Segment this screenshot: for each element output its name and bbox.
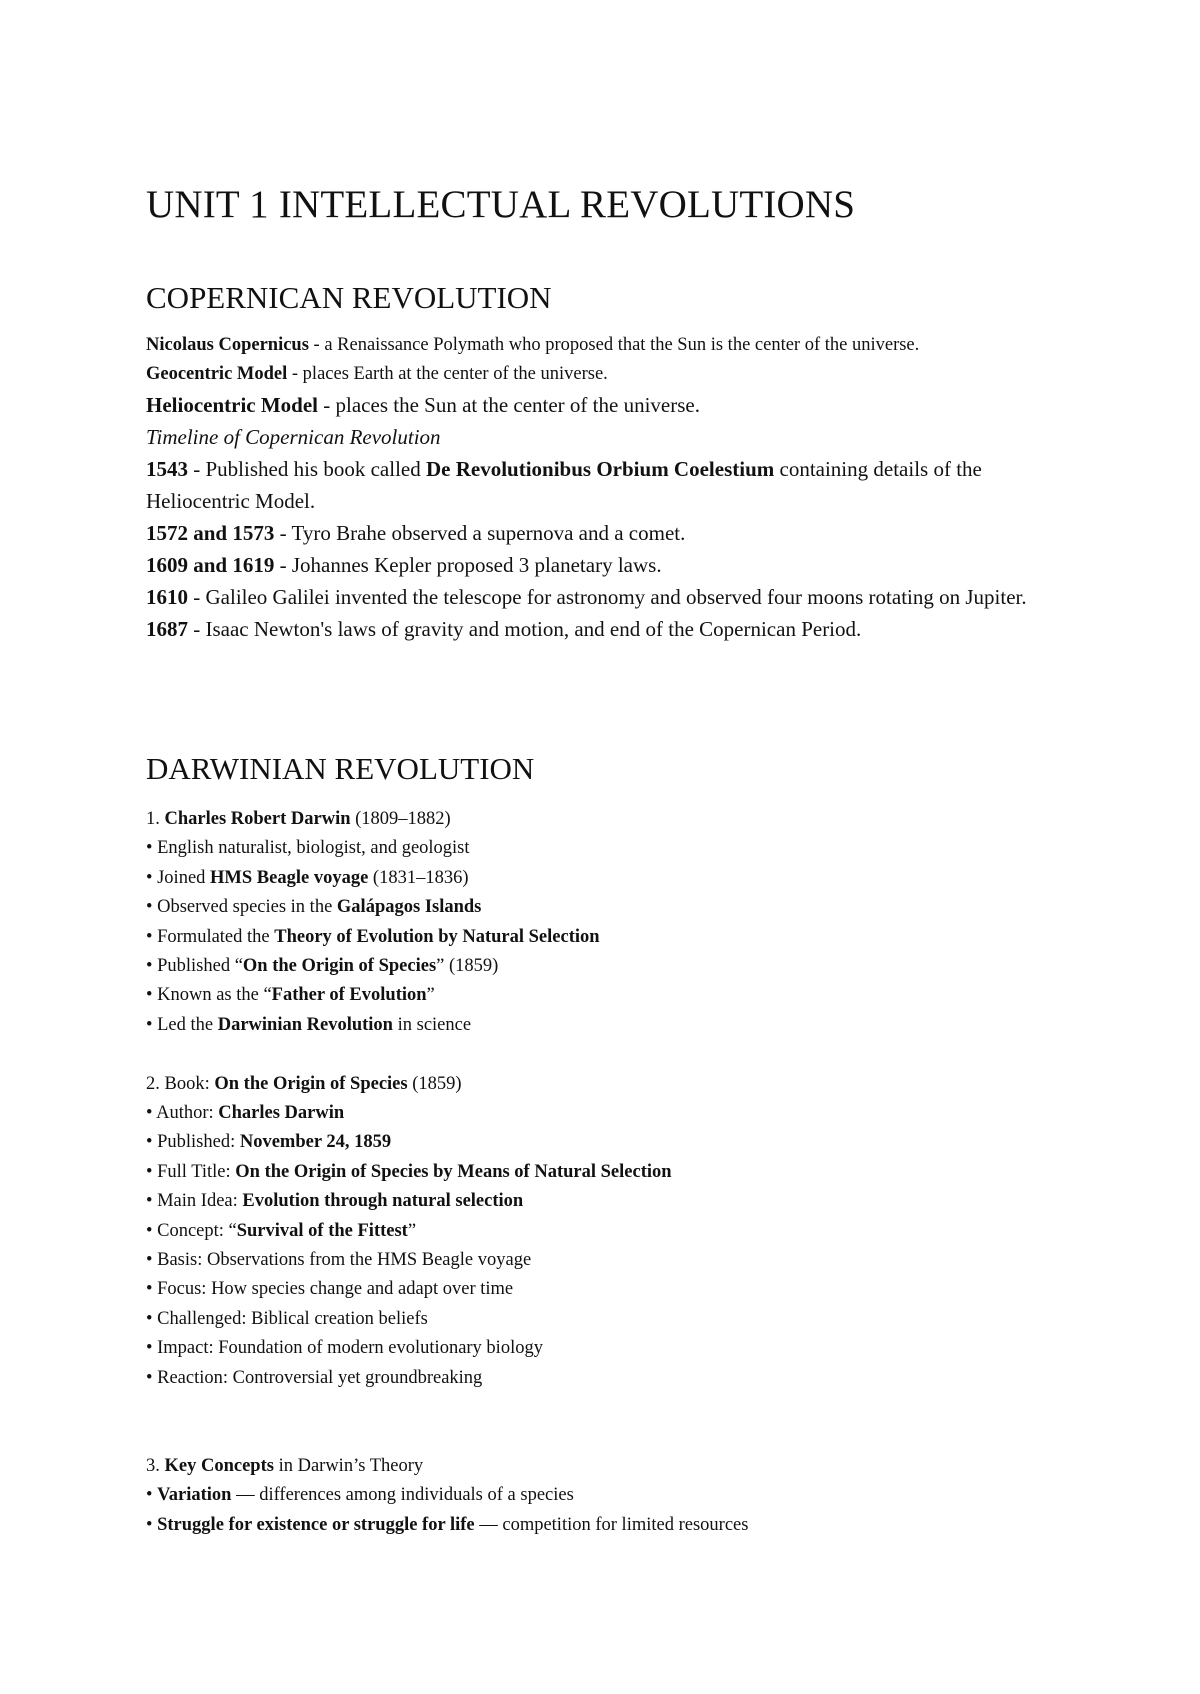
- list-item: • Concept: “Survival of the Fittest”: [146, 1220, 417, 1241]
- spacer: [146, 1393, 1066, 1452]
- list-item: • Published “On the Origin of Species” (1859): [146, 956, 499, 977]
- list-item: • Joined HMS Beagle voyage (1831–1836): [146, 867, 469, 888]
- list-item: • Focus: How species change and adapt over time: [146, 1279, 514, 1300]
- document-title: UNIT 1 INTELLECTUAL REVOLUTIONS: [146, 183, 856, 226]
- list-item: • Full Title: On the Origin of Species by Means of Natural Selection: [146, 1161, 672, 1182]
- book-title: De Revolutionibus Orbium Coelestium: [425, 457, 775, 481]
- list-item: • Known as the “Father of Evolution”: [146, 985, 435, 1006]
- darwinian-section: [146, 805, 1066, 1540]
- timeline-item: 1609 and 1619 - Johannes Kepler proposed 3 planetary laws.: [146, 553, 662, 577]
- timeline-item: 1572 and 1573 - Tyro Brahe observed a supernova and a comet.: [146, 521, 686, 545]
- copernicus-definition: Nicolaus Copernicus - a Renaissance Polymath who proposed that the Sun is the center of the universe.: [146, 335, 920, 355]
- list-item: • Impact: Foundation of modern evolutionary biology: [146, 1338, 543, 1359]
- list-item: • Variation — differences among individuals of a species: [146, 1485, 574, 1506]
- list-item: • Led the Darwinian Revolution in science: [146, 1014, 472, 1035]
- heliocentric-term: Heliocentric Model: [146, 393, 319, 417]
- timeline-item: 1610 - Galileo Galilei invented the telescope for astronomy and observed four moons rotating on Jupiter.: [146, 585, 1027, 609]
- geocentric-definition: Geocentric Model - places Earth at the center of the universe.: [146, 364, 608, 384]
- copernican-heading: COPERNICAN REVOLUTION: [146, 280, 552, 315]
- list-item: • Published: November 24, 1859: [146, 1132, 392, 1153]
- list-item: • Reaction: Controversial yet groundbreaking: [146, 1367, 483, 1388]
- timeline-heading: Timeline of Copernican Revolution: [146, 425, 441, 449]
- timeline-item: 1687 - Isaac Newton's laws of gravity and motion, and end of the Copernican Period.: [146, 617, 862, 641]
- list-item: • Main Idea: Evolution through natural selection: [146, 1191, 524, 1212]
- geocentric-term: Geocentric Model: [146, 364, 288, 384]
- list-item: • Observed species in the Galápagos Islands: [146, 897, 482, 918]
- list-item: 1. Charles Robert Darwin (1809–1882): [146, 809, 451, 829]
- list-item: • Challenged: Biblical creation beliefs: [146, 1308, 428, 1329]
- list-item: • Struggle for existence or struggle for life — competition for limited resources: [146, 1514, 749, 1535]
- list-item: • English naturalist, biologist, and geologist: [146, 838, 470, 859]
- list-item: 2. Book: On the Origin of Species (1859): [146, 1073, 462, 1094]
- heliocentric-definition: Heliocentric Model - places the Sun at the center of the universe.: [146, 393, 700, 417]
- list-item: • Formulated the Theory of Evolution by Natural Selection: [146, 926, 600, 947]
- list-item: • Basis: Observations from the HMS Beagle voyage: [146, 1250, 532, 1271]
- darwinian-heading: DARWINIAN REVOLUTION: [146, 751, 535, 786]
- copernican-section: [146, 331, 1066, 645]
- list-item: • Author: Charles Darwin: [146, 1103, 345, 1124]
- timeline-item: 1543 - Published his book called De Revolutionibus Orbium Coelestium containing details of the Heliocentric Model.: [146, 457, 982, 513]
- copernicus-term: Nicolaus Copernicus: [146, 335, 309, 355]
- spacer: [146, 1040, 1066, 1069]
- list-item: 3. Key Concepts in Darwin’s Theory: [146, 1455, 424, 1476]
